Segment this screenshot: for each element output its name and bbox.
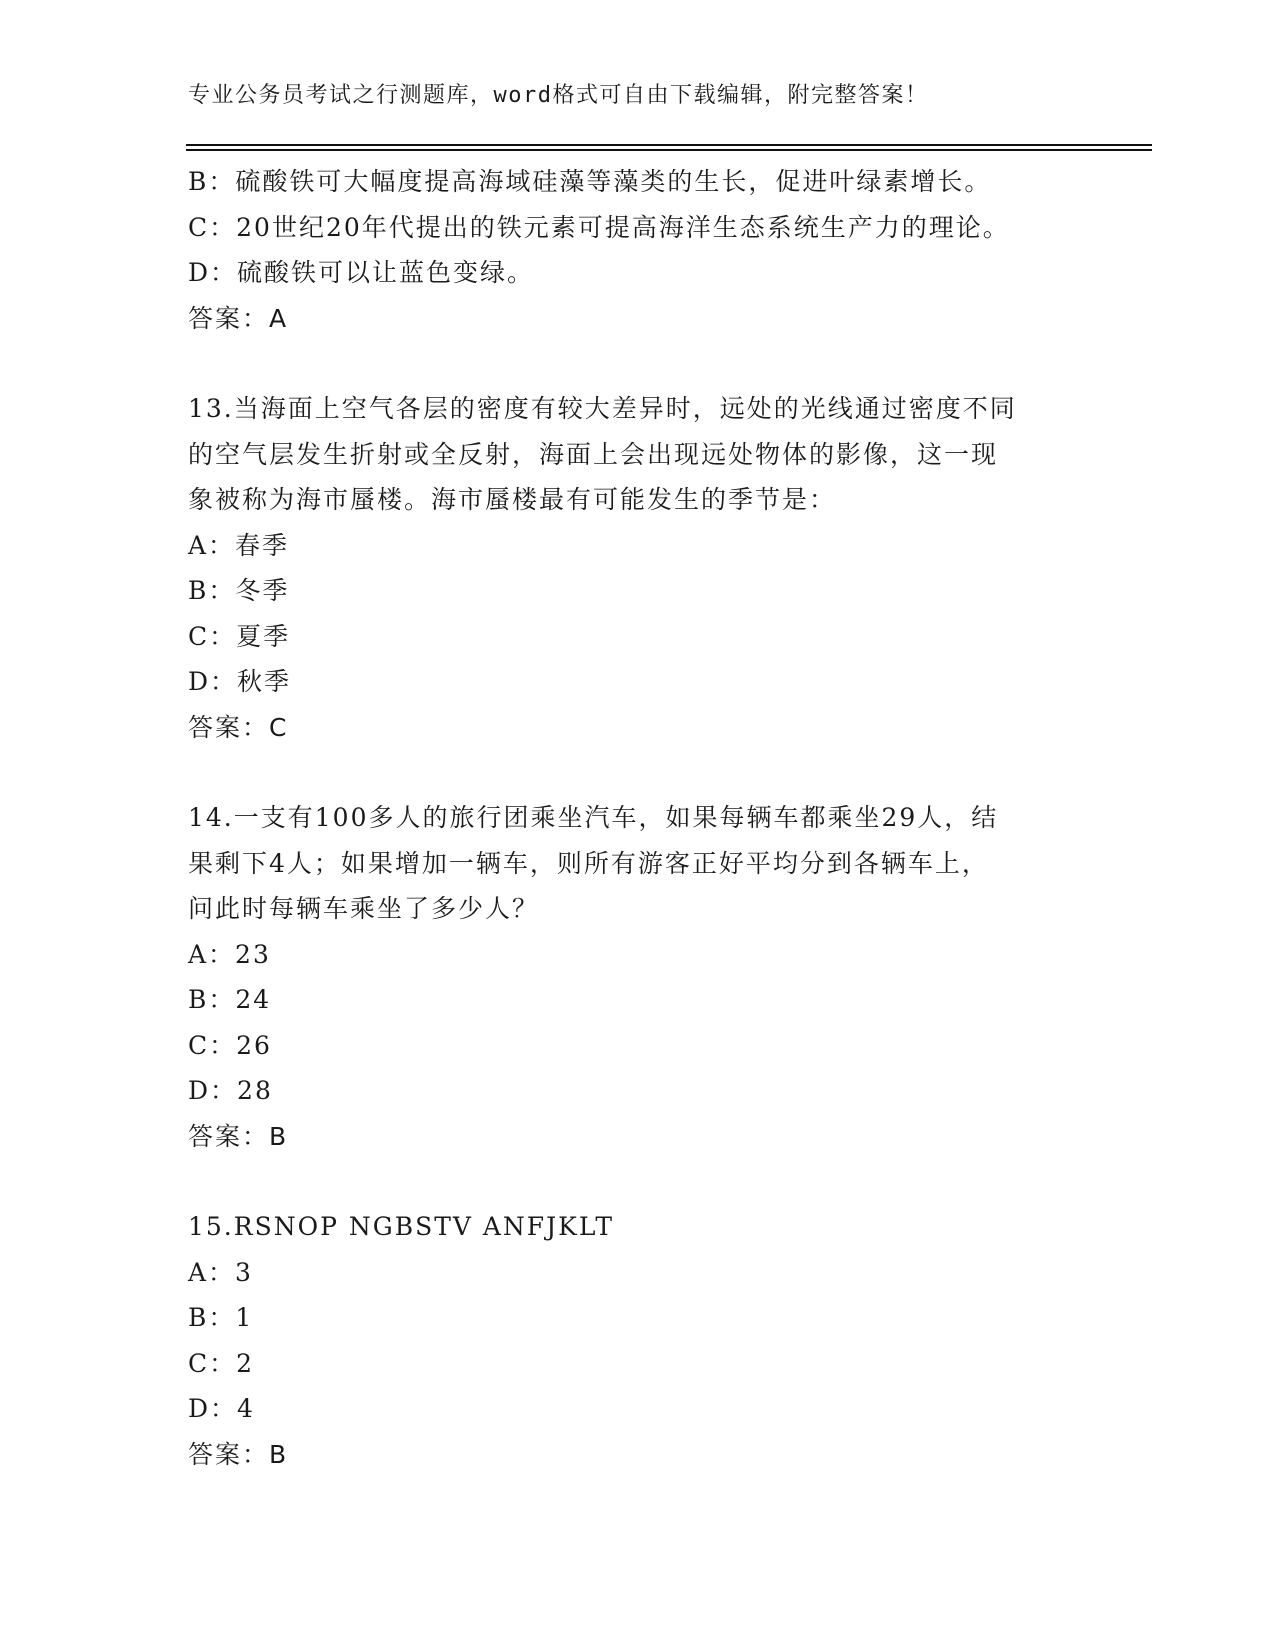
question-stem-line: 13.当海面上空气各层的密度有较大差异时，远处的光线通过密度不同 [188, 394, 1017, 423]
question-stem-line: 的空气层发生折射或全反射，海面上会出现远处物体的影像，这一现 [188, 439, 999, 469]
answer: 答案：C [188, 712, 289, 742]
option-b: B：24 [188, 985, 272, 1014]
question-stem-line: 象被称为海市蜃楼。海市蜃楼最有可能发生的季节是： [188, 485, 837, 514]
option-c: C：20世纪20年代提出的铁元素可提高海洋生态系统生产力的理论。 [188, 212, 1010, 242]
question-content [188, 159, 1088, 1477]
option-b: B：冬季 [188, 576, 290, 605]
question-stem-line: 14.一支有100多人的旅行团乘坐汽车，如果每辆车都乘坐29人，结 [188, 803, 999, 832]
option-d: D：秋季 [188, 667, 292, 696]
question-14 [188, 795, 1088, 1159]
option-c: C：26 [188, 1030, 272, 1060]
question-stem-line: 问此时每辆车乘坐了多少人？ [188, 894, 540, 923]
option-a: A：春季 [188, 530, 290, 560]
answer: 答案：B [188, 1439, 289, 1469]
option-d: D：硫酸铁可以让蓝色变绿。 [188, 258, 535, 287]
option-c: C：夏季 [188, 621, 291, 651]
header-rule-top [186, 144, 1152, 146]
header-rule-bottom [186, 149, 1152, 151]
option-d: D：28 [188, 1076, 273, 1105]
option-d: D：4 [188, 1394, 255, 1423]
question-13 [188, 386, 1088, 750]
option-b: B：1 [188, 1303, 254, 1332]
question-stem-line: 果剩下4人；如果增加一辆车，则所有游客正好平均分到各辆车上， [188, 848, 989, 878]
option-a: A：3 [188, 1257, 253, 1287]
option-a: A：23 [188, 939, 271, 969]
option-c: C：2 [188, 1348, 255, 1378]
question-15 [188, 1204, 1088, 1477]
answer: 答案：A [188, 303, 289, 333]
page-header: 专业公务员考试之行测题库，word格式可自由下载编辑，附完整答案！ [188, 83, 929, 108]
question-stem-line: 15.RSNOP NGBSTV ANFJKLT [188, 1212, 615, 1241]
question-12-continued [188, 159, 1088, 341]
answer: 答案：B [188, 1121, 289, 1151]
option-b: B：硫酸铁可大幅度提高海域硅藻等藻类的生长，促进叶绿素增长。 [188, 167, 992, 196]
